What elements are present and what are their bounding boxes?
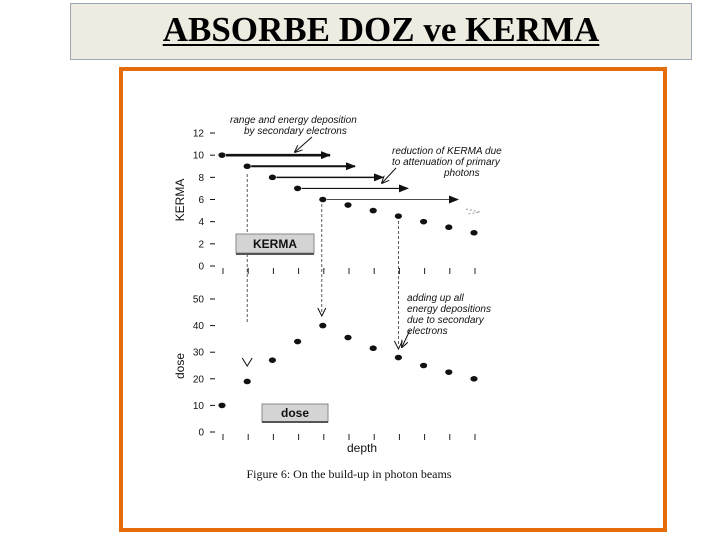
annotation-adding-line1: adding up all xyxy=(407,293,464,304)
kerma-ytick-label: 10 xyxy=(192,150,204,162)
depth-axis-label: depth xyxy=(346,441,378,455)
kerma-data-point xyxy=(395,213,402,219)
dose-data-point xyxy=(470,376,477,382)
kerma-data-point xyxy=(470,230,477,236)
dose-ytick-label: 40 xyxy=(192,321,204,333)
fading-arrow-icon xyxy=(466,209,480,214)
dose-data-point xyxy=(344,335,351,341)
dose-axis-label: dose xyxy=(173,352,187,380)
annotation-adding-line2: energy depositions xyxy=(407,304,491,315)
dose-ytick-label: 50 xyxy=(192,294,204,306)
annotation-reduction-line3: photons xyxy=(444,168,480,179)
figure-caption: Figure 6: On the build-up in photon beams xyxy=(246,467,452,481)
kerma-label-text: KERMA xyxy=(253,237,297,251)
kerma-data-point xyxy=(294,186,301,192)
guide-arrowhead-icon xyxy=(242,358,252,366)
kerma-data-point xyxy=(218,152,225,158)
dose-data-point xyxy=(395,355,402,361)
annotation-adding-line4: electrons xyxy=(407,326,448,337)
kerma-ytick-label: 4 xyxy=(198,217,204,229)
kerma-data-point xyxy=(269,175,276,181)
dose-ytick-label: 10 xyxy=(192,400,204,412)
kerma-data-point xyxy=(420,219,427,225)
dose-ytick-label: 20 xyxy=(192,374,204,386)
kerma-data-point xyxy=(319,197,326,203)
kerma-axis-label: KERMA xyxy=(173,178,187,222)
dose-ytick-label: 0 xyxy=(198,427,204,439)
kerma-data-point xyxy=(445,224,452,230)
dose-data-point xyxy=(445,369,452,375)
kerma-data-point xyxy=(370,208,377,214)
dose-data-point xyxy=(294,339,301,345)
kerma-data-point xyxy=(344,202,351,208)
dose-data-point xyxy=(319,323,326,329)
kerma-ytick-label: 2 xyxy=(198,239,204,251)
range-pointer-arrow xyxy=(295,137,312,152)
dose-data-point xyxy=(269,357,276,363)
kerma-data-point xyxy=(244,163,251,169)
slide-title: ABSORBE DOZ ve KERMA xyxy=(162,10,600,49)
kerma-ytick-label: 6 xyxy=(198,195,204,206)
annotation-reduction-line2: to attenuation of primary xyxy=(392,157,500,168)
annotation-reduction-line1: reduction of KERMA due xyxy=(392,146,502,157)
dose-data-point xyxy=(244,379,251,385)
kerma-ytick-label: 8 xyxy=(198,172,204,184)
annotation-range-line1: range and energy deposition xyxy=(230,115,357,126)
annotation-range-line2: by secondary electrons xyxy=(244,126,347,137)
dose-data-point xyxy=(218,403,225,409)
dose-data-point xyxy=(370,345,377,351)
dose-ytick-label: 30 xyxy=(192,347,204,359)
kerma-ytick-label: 12 xyxy=(192,128,204,140)
kerma-ytick-label: 0 xyxy=(198,261,204,273)
annotation-adding-line3: due to secondary xyxy=(407,315,484,326)
reduction-pointer-arrow xyxy=(382,168,396,183)
dose-data-point xyxy=(420,363,427,369)
dose-label-text: dose xyxy=(280,406,310,420)
